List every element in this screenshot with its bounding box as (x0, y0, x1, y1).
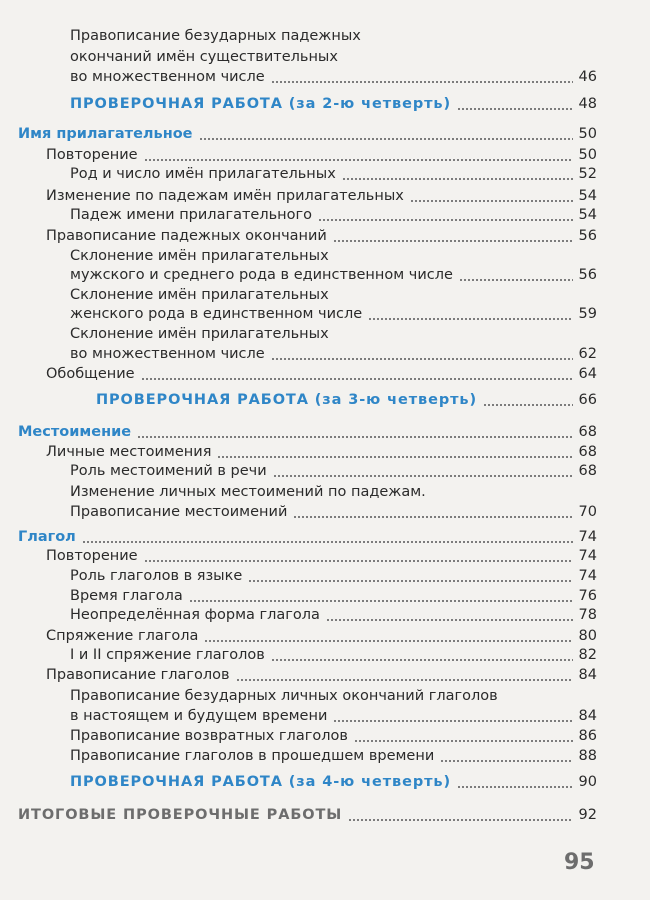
toc-leader-dots (483, 404, 573, 406)
toc-entry-title: Местоимение (18, 424, 132, 440)
toc-entry-page: 88 (578, 748, 597, 764)
toc-entry-page: 74 (578, 568, 597, 584)
toc-entry-page: 66 (578, 392, 597, 408)
toc-leader-dots (271, 358, 573, 360)
toc-entry-title: Обобщение (46, 366, 135, 382)
toc-entry (0, 605, 650, 625)
toc-entry-title: Спряжение глагола (46, 628, 199, 644)
toc-leader-dots (273, 475, 573, 477)
toc-entry (0, 746, 650, 766)
toc-entry (0, 665, 650, 685)
toc-entry-title: Род и число имён прилагательных (70, 166, 336, 182)
toc-entry (0, 67, 650, 87)
toc-entry (0, 706, 650, 726)
toc-entry (0, 94, 650, 114)
toc-entry (0, 586, 650, 606)
toc-leader-dots (199, 138, 573, 140)
toc-entry-title: Правописание безударных личных окончаний глаголов (70, 688, 498, 704)
toc-entry (0, 805, 650, 825)
toc-leader-dots (410, 200, 573, 202)
toc-entry (0, 546, 650, 566)
toc-entry (0, 442, 650, 462)
toc-leader-dots (457, 786, 573, 788)
toc-leader-dots (271, 659, 573, 661)
page-number: 95 (564, 850, 595, 875)
toc-leader-dots (236, 679, 573, 681)
toc-leader-dots (217, 456, 573, 458)
toc-entry-title: ИТОГОВЫЕ ПРОВЕРОЧНЫЕ РАБОТЫ (18, 807, 343, 823)
toc-entry-title: Личные местоимения (46, 444, 212, 460)
toc-entry (0, 246, 650, 266)
toc-entry-title: Роль местоимений в речи (70, 463, 267, 479)
toc-entry-page: 86 (578, 728, 597, 744)
toc-entry (0, 186, 650, 206)
toc-entry-title: Повторение (46, 147, 138, 163)
toc-entry (0, 324, 650, 344)
toc-entry-page: 52 (578, 166, 597, 182)
toc-entry (0, 226, 650, 246)
toc-leader-dots (189, 600, 573, 602)
toc-entry-title: Неопределённая форма глагола (70, 607, 320, 623)
toc-entry-page: 48 (578, 96, 597, 112)
toc-entry (0, 26, 650, 46)
toc-leader-dots (144, 560, 573, 562)
toc-entry-title: Время глагола (70, 588, 183, 604)
toc-entry (0, 502, 650, 522)
toc-entry (0, 390, 650, 410)
toc-entry-title: Склонение имён прилагательных (70, 287, 329, 303)
toc-entry-page: 92 (578, 807, 597, 823)
toc-leader-dots (271, 81, 573, 83)
toc-leader-dots (293, 516, 573, 518)
toc-entry-page: 56 (578, 228, 597, 244)
toc-leader-dots (333, 720, 573, 722)
toc-entry (0, 164, 650, 184)
toc-entry (0, 645, 650, 665)
toc-leader-dots (248, 580, 573, 582)
toc-entry-title: мужского и среднего рода в единственном числе (70, 267, 453, 283)
toc-entry-page: 80 (578, 628, 597, 644)
toc-entry (0, 47, 650, 67)
toc-entry-page: 68 (578, 424, 597, 440)
toc-leader-dots (318, 219, 573, 221)
toc-entry (0, 422, 650, 442)
toc-entry (0, 124, 650, 144)
toc-entry-page: 54 (578, 188, 597, 204)
toc-leader-dots (137, 436, 573, 438)
toc-leader-dots (354, 740, 573, 742)
toc-entry-title: Склонение имён прилагательных (70, 326, 329, 342)
toc-leader-dots (326, 619, 573, 621)
toc-entry-title: во множественном числе (70, 69, 265, 85)
toc-leader-dots (82, 541, 573, 543)
toc-entry-title: Склонение имён прилагательных (70, 248, 329, 264)
toc-entry (0, 285, 650, 305)
toc-entry (0, 265, 650, 285)
toc-entry (0, 726, 650, 746)
toc-entry (0, 686, 650, 706)
toc-leader-dots (144, 159, 573, 161)
toc-entry (0, 304, 650, 324)
toc-leader-dots (342, 178, 573, 180)
toc-entry (0, 626, 650, 646)
toc-entry (0, 205, 650, 225)
toc-leader-dots (440, 760, 573, 762)
toc-entry-page: 56 (578, 267, 597, 283)
toc-entry-page: 68 (578, 463, 597, 479)
toc-entry-title: Правописание безударных падежных (70, 28, 361, 44)
toc-entry-title: I и II спряжение глаголов (70, 647, 265, 663)
toc-entry-page: 59 (578, 306, 597, 322)
toc-entry (0, 461, 650, 481)
toc-leader-dots (457, 108, 573, 110)
toc-leader-dots (204, 640, 573, 642)
toc-entry (0, 364, 650, 384)
toc-entry-title: Правописание глаголов в прошедшем времени (70, 748, 435, 764)
toc-entry-page: 64 (578, 366, 597, 382)
toc-leader-dots (348, 819, 573, 821)
toc-entry-page: 74 (578, 548, 597, 564)
toc-entry-page: 62 (578, 346, 597, 362)
toc-entry-page: 50 (578, 126, 597, 142)
toc-entry-title: Правописание возвратных глаголов (70, 728, 348, 744)
toc-entry-title: ПРОВЕРОЧНАЯ РАБОТА (за 4-ю четверть) (70, 774, 451, 790)
toc-entry-page: 54 (578, 207, 597, 223)
toc-leader-dots (459, 279, 573, 281)
toc-entry-title: Правописание местоимений (70, 504, 288, 520)
toc-entry-title: во множественном числе (70, 346, 265, 362)
toc-entry-title: Изменение личных местоимений по падежам. (70, 484, 426, 500)
toc-entry (0, 527, 650, 547)
toc-entry-page: 50 (578, 147, 597, 163)
toc-entry-title: Правописание глаголов (46, 667, 230, 683)
toc-entry-title: Изменение по падежам имён прилагательных (46, 188, 404, 204)
toc-entry-title: Падеж имени прилагательного (70, 207, 312, 223)
toc-entry-title: ПРОВЕРОЧНАЯ РАБОТА (за 3-ю четверть) (96, 392, 477, 408)
toc-entry-page: 84 (578, 708, 597, 724)
toc-entry (0, 145, 650, 165)
toc-entry-page: 68 (578, 444, 597, 460)
toc-leader-dots (333, 240, 573, 242)
toc-entry-page: 76 (578, 588, 597, 604)
toc-entry-page: 74 (578, 529, 597, 545)
toc-entry-page: 84 (578, 667, 597, 683)
toc-entry-page: 90 (578, 774, 597, 790)
toc-entry-title: Имя прилагательное (18, 126, 193, 142)
toc-entry (0, 772, 650, 792)
toc-entry-title: в настоящем и будущем времени (70, 708, 328, 724)
toc-entry (0, 566, 650, 586)
toc-entry-page: 82 (578, 647, 597, 663)
toc-entry-title: Правописание падежных окончаний (46, 228, 327, 244)
toc-entry-title: окончаний имён существительных (70, 49, 338, 65)
toc-entry-title: Глагол (18, 529, 76, 545)
toc-entry-page: 70 (578, 504, 597, 520)
toc-entry-title: Роль глаголов в языке (70, 568, 243, 584)
toc-leader-dots (368, 318, 573, 320)
toc-entry (0, 344, 650, 364)
toc-entry-title: женского рода в единственном числе (70, 306, 363, 322)
toc-entry-page: 46 (578, 69, 597, 85)
toc-entry-title: ПРОВЕРОЧНАЯ РАБОТА (за 2-ю четверть) (70, 96, 451, 112)
toc-leader-dots (141, 378, 573, 380)
toc-entry-title: Повторение (46, 548, 138, 564)
toc-entry-page: 78 (578, 607, 597, 623)
toc-entry (0, 482, 650, 502)
